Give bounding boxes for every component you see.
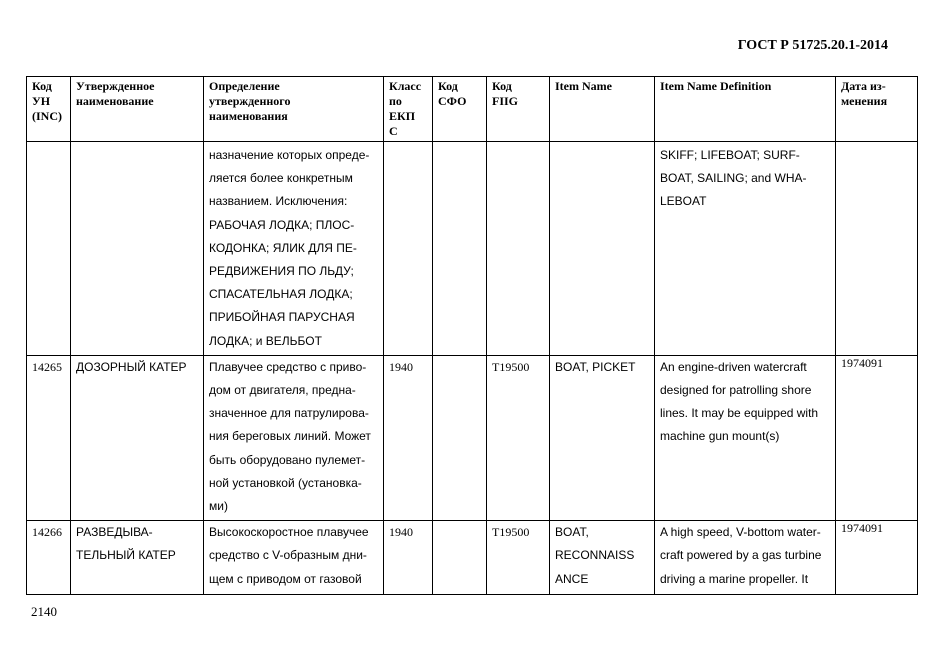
header-date: Дата из- менения <box>836 77 918 142</box>
cell-fiig: T19500 <box>487 521 550 595</box>
cell-class <box>384 142 433 356</box>
header-item-name: Item Name <box>550 77 655 142</box>
cell-sfo <box>433 521 487 595</box>
cell-item-name: BOAT, PICKET <box>550 355 655 520</box>
cell-approved-name: РАЗВЕДЫВА- ТЕЛЬНЫЙ КАТЕР <box>71 521 204 595</box>
cell-item-name <box>550 142 655 356</box>
cell-fiig: T19500 <box>487 355 550 520</box>
cell-sfo <box>433 355 487 520</box>
cell-sfo <box>433 142 487 356</box>
cell-inc: 14265 <box>27 355 71 520</box>
cell-inc: 14266 <box>27 521 71 595</box>
cell-definition: Плавучее средство с приво- дом от двигателя, предна- значенное для патрулирова- ния береговых линий. Может быть оборудовано пулемет- ной установкой (установка- ми) <box>204 355 384 520</box>
specification-table <box>26 76 918 595</box>
cell-class: 1940 <box>384 521 433 595</box>
cell-date: 1974091 <box>836 521 918 595</box>
table-header-row <box>27 77 918 142</box>
header-fiig: Код FIIG <box>487 77 550 142</box>
cell-item-name-definition: A high speed, V-bottom water- craft powered by a gas turbine driving a marine propeller. It <box>655 521 836 595</box>
cell-item-name-definition: An engine-driven watercraft designed for patrolling shore lines. It may be equipped with machine gun mount(s) <box>655 355 836 520</box>
header-definition: Определение утвержденного наименования <box>204 77 384 142</box>
cell-definition: назначение которых опреде- ляется более конкретным названием. Исключения: РАБОЧАЯ ЛОДКА; ПЛОС- КОДОНКА; ЯЛИК ДЛЯ ПЕ- РЕДВИЖЕНИЯ ПО ЛЬДУ; СПАСАТЕЛЬНАЯ ЛОДКА; ПРИБОЙНАЯ ПАРУСНАЯ ЛОДКА; и ВЕЛЬБОТ <box>204 142 384 356</box>
header-inc: Код УН (INC) <box>27 77 71 142</box>
header-approved-name: Утвержденное наименование <box>71 77 204 142</box>
cell-approved-name <box>71 142 204 356</box>
cell-item-name-definition: SKIFF; LIFEBOAT; SURF- BOAT, SAILING; and WHA- LEBOAT <box>655 142 836 356</box>
cell-definition: Высокоскоростное плавучее средство с V-образным дни- щем с приводом от газовой <box>204 521 384 595</box>
cell-date <box>836 142 918 356</box>
header-class: Класс по ЕКП С <box>384 77 433 142</box>
table-row <box>27 142 918 356</box>
table-row <box>27 355 918 520</box>
cell-item-name: BOAT, RECONNAISS ANCE <box>550 521 655 595</box>
cell-approved-name: ДОЗОРНЫЙ КАТЕР <box>71 355 204 520</box>
page-number: 2140 <box>31 604 57 619</box>
cell-class: 1940 <box>384 355 433 520</box>
cell-date: 1974091 <box>836 355 918 520</box>
table-row <box>27 521 918 595</box>
document-standard-code: ГОСТ Р 51725.20.1-2014 <box>737 38 888 53</box>
header-sfo: Код СФО <box>433 77 487 142</box>
cell-inc <box>27 142 71 356</box>
cell-fiig <box>487 142 550 356</box>
header-item-name-definition: Item Name Definition <box>655 77 836 142</box>
